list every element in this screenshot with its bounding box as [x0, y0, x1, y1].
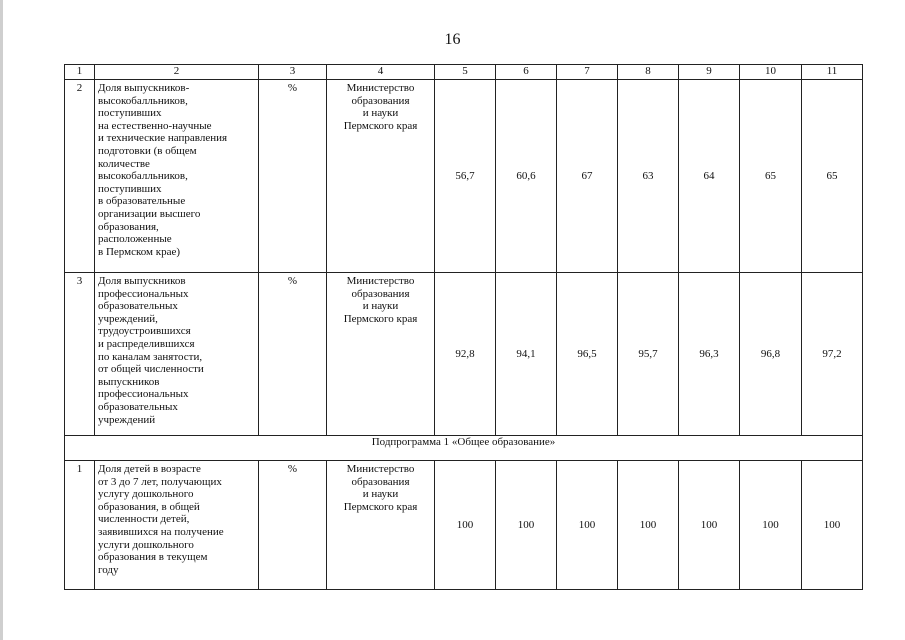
indicator-line: в образовательные [98, 195, 186, 208]
indicator-line: образования в текущем [98, 551, 208, 564]
column-number: 3 [259, 65, 327, 80]
authority-line: Министерство [346, 275, 415, 287]
indicator-line: Доля выпускников [98, 275, 186, 287]
indicator-line: и распределившихся [98, 337, 195, 350]
subprogram-header-row [65, 436, 863, 461]
authority [327, 461, 435, 590]
indicator-line: расположенные [98, 233, 172, 246]
column-number: 1 [65, 65, 95, 80]
value-cell: 100 [679, 461, 740, 590]
unit: % [259, 80, 327, 273]
column-number: 6 [496, 65, 557, 80]
indicator-line: учреждений [98, 413, 156, 426]
unit: % [259, 273, 327, 436]
authority [327, 80, 435, 273]
table-row [65, 80, 863, 273]
indicator-line: образовательных [98, 400, 178, 413]
value-cell: 65 [802, 80, 863, 273]
value-cell: 65 [740, 80, 802, 273]
authority-line: Пермского края [343, 312, 418, 325]
indicator-line: образовательных [98, 300, 178, 313]
indicator-line: организации высшего [98, 207, 201, 220]
column-number: 11 [802, 65, 863, 80]
page-number: 16 [444, 31, 461, 48]
indicator-line: трудоустроившихся [98, 325, 191, 338]
indicator-line: заявившихся на получение [98, 525, 224, 538]
indicator-line: услуги дошкольного [98, 538, 194, 551]
indicator-line: Доля выпускников- [98, 82, 190, 94]
column-number: 5 [435, 65, 496, 80]
indicator-line: от 3 до 7 лет, получающих [98, 475, 222, 488]
unit: % [259, 461, 327, 590]
indicator-line: количестве [98, 157, 150, 170]
column-number: 10 [740, 65, 802, 80]
indicator-line: подготовки (в общем [98, 144, 197, 157]
value-cell: 67 [557, 80, 618, 273]
row-number: 3 [65, 273, 95, 436]
table-row [65, 461, 863, 590]
indicator-line: от общей численности [98, 363, 204, 376]
value-cell: 92,8 [435, 273, 496, 436]
indicator-name [95, 273, 259, 436]
column-number: 4 [327, 65, 435, 80]
value-cell: 94,1 [496, 273, 557, 436]
authority-line: Министерство [346, 463, 415, 475]
indicator-line: образования, в общей [98, 500, 200, 513]
authority [327, 273, 435, 436]
indicator-line: по каналам занятости, [98, 350, 203, 363]
indicator-line: численности детей, [98, 513, 190, 526]
authority-line: и науки [362, 488, 399, 501]
indicator-name [95, 80, 259, 273]
row-number: 2 [65, 80, 95, 273]
indicator-line: поступивших [98, 107, 162, 120]
indicator-line: услугу дошкольного [98, 488, 194, 501]
indicator-line: и технические направления [98, 132, 228, 145]
value-cell: 64 [679, 80, 740, 273]
column-number-row [65, 65, 863, 80]
value-cell: 100 [740, 461, 802, 590]
indicators-table [64, 64, 863, 590]
value-cell: 96,3 [679, 273, 740, 436]
value-cell: 56,7 [435, 80, 496, 273]
value-cell: 60,6 [496, 80, 557, 273]
indicator-name [95, 461, 259, 590]
indicator-line: профессиональных [98, 287, 189, 300]
scan-edge [0, 0, 3, 640]
indicator-line: на естественно-научные [98, 119, 212, 132]
indicator-line: высокобалльников, [98, 94, 188, 107]
row-number: 1 [65, 461, 95, 590]
indicator-line: поступивших [98, 182, 162, 195]
value-cell: 96,5 [557, 273, 618, 436]
indicator-line: году [98, 563, 119, 576]
indicator-line: выпускников [98, 375, 160, 388]
authority-line: образования [351, 94, 410, 107]
value-cell: 100 [618, 461, 679, 590]
column-number: 7 [557, 65, 618, 80]
table-row [65, 273, 863, 436]
authority-line: и науки [362, 300, 399, 313]
value-cell: 100 [435, 461, 496, 590]
value-cell: 100 [557, 461, 618, 590]
column-number: 9 [679, 65, 740, 80]
authority-line: Пермского края [343, 119, 418, 132]
value-cell: 63 [618, 80, 679, 273]
value-cell: 95,7 [618, 273, 679, 436]
indicator-line: образования, [98, 220, 159, 233]
subprogram-title: Подпрограмма 1 «Общее образование» [65, 436, 863, 461]
value-cell: 100 [496, 461, 557, 590]
authority-line: Министерство [346, 82, 415, 94]
indicator-line: профессиональных [98, 388, 189, 401]
indicator-line: высокобалльников, [98, 170, 188, 183]
column-number: 2 [95, 65, 259, 80]
value-cell: 96,8 [740, 273, 802, 436]
indicator-line: Доля детей в возрасте [98, 463, 201, 475]
authority-line: и науки [362, 107, 399, 120]
column-number: 8 [618, 65, 679, 80]
authority-line: Пермского края [343, 500, 418, 513]
authority-line: образования [351, 475, 410, 488]
value-cell: 97,2 [802, 273, 863, 436]
authority-line: образования [351, 287, 410, 300]
indicator-line: в Пермском крае) [98, 245, 181, 258]
value-cell: 100 [802, 461, 863, 590]
indicator-line: учреждений, [98, 312, 158, 325]
